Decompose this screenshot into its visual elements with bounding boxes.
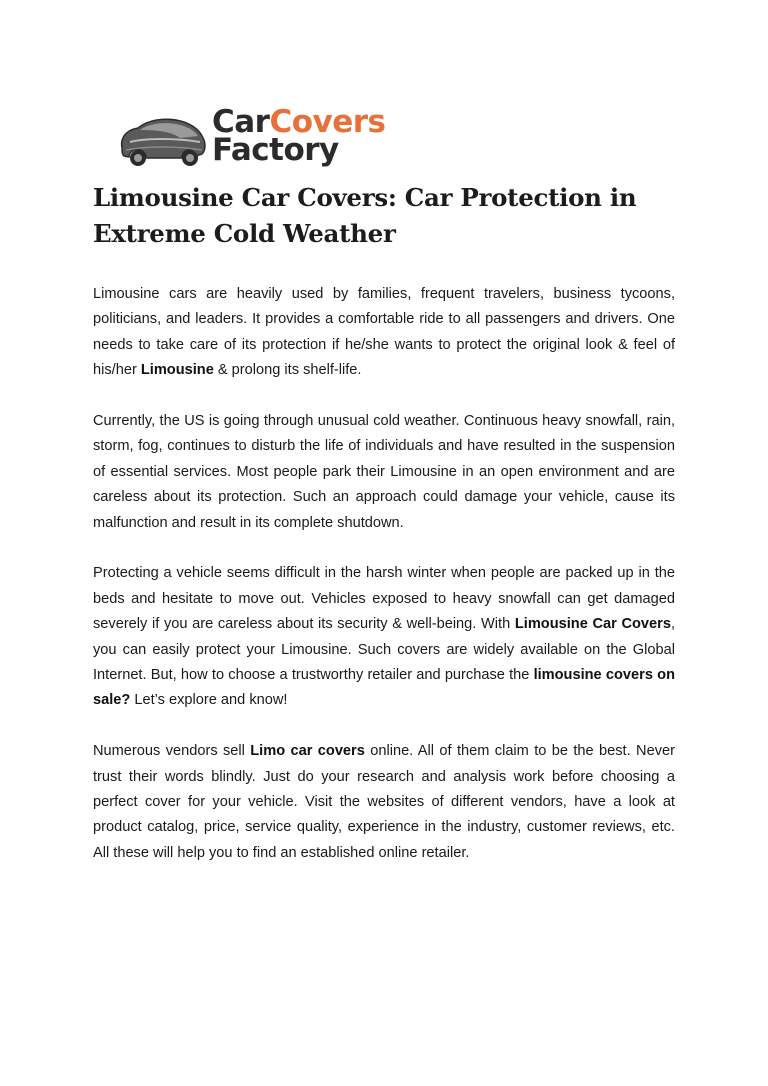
paragraph-1 [93,282,675,384]
paragraph-3-bold-covers-on-sale: limousine covers on sale? [93,667,675,709]
paragraph-1-bold-limousine: Limousine [140,362,214,379]
paragraph-2: Currently, the US is going through unusual cold weather. Continuous heavy snowfall, rain, storm, fog, continues to disturb the life of individuals and have resulted in the suspension of essential services. Most people park their Limousine in an open environment and are careless about its protection. Such an approach could damage your vehicle, cause its malfunction and result in its complete shutdown. [93,413,675,531]
paragraph-4-text-c: online. All of them claim to be the best. Never trust their words blindly. Just do your research and analysis work before choosing a perfect cover for your vehicle. Visit the websites of different vendors, have a look at product catalog, price, service quality, experience in the industry, customer reviews, etc. All these will help you to find an established online retailer. [93,743,675,861]
paragraph-1-text-c: & prolong its shelf-life. [213,362,362,379]
paragraph-3-text-e: Let’s explore and know! [130,692,288,709]
paragraph-3 [93,561,675,713]
paragraph-4-bold-limo-car-covers: Limo car covers [250,743,365,760]
logo-word-factory: Factory [212,132,339,168]
brand-logo [116,104,446,174]
paragraph-4-text-a: Numerous vendors sell [93,743,251,760]
article-title: Limousine Car Covers: Car Protection in Extreme Cold Weather [93,183,637,248]
car-cover-icon [116,108,208,174]
paragraph-4 [93,739,675,866]
article-body [93,282,675,892]
paragraph-1-text-a: Limousine cars are heavily used by families, frequent travelers, business tycoons, politicians, and leaders. It provides a comfortable ride to all passengers and drivers. One needs to take care of its protection if he/she wants to protect the original look & feel of his/her [93,286,675,379]
paragraph-3-text-a: Protecting a vehicle seems difficult in the harsh winter when people are packed up in the beds and hesitate to move out. Vehicles exposed to heavy snowfall can get damaged severely if you are careless about its security & well-being. With [93,565,675,633]
paragraph-3-text-c: , you can easily protect your Limousine. Such covers are widely available on the Global Internet. But, how to choose a trustworthy retailer and purchase the [93,616,676,684]
paragraph-3-bold-limousine-car-covers: Limousine Car Covers [514,616,671,633]
logo-word-covers: Covers [269,104,386,140]
logo-wordmark [212,104,386,168]
logo-word-car: Car [212,104,270,140]
